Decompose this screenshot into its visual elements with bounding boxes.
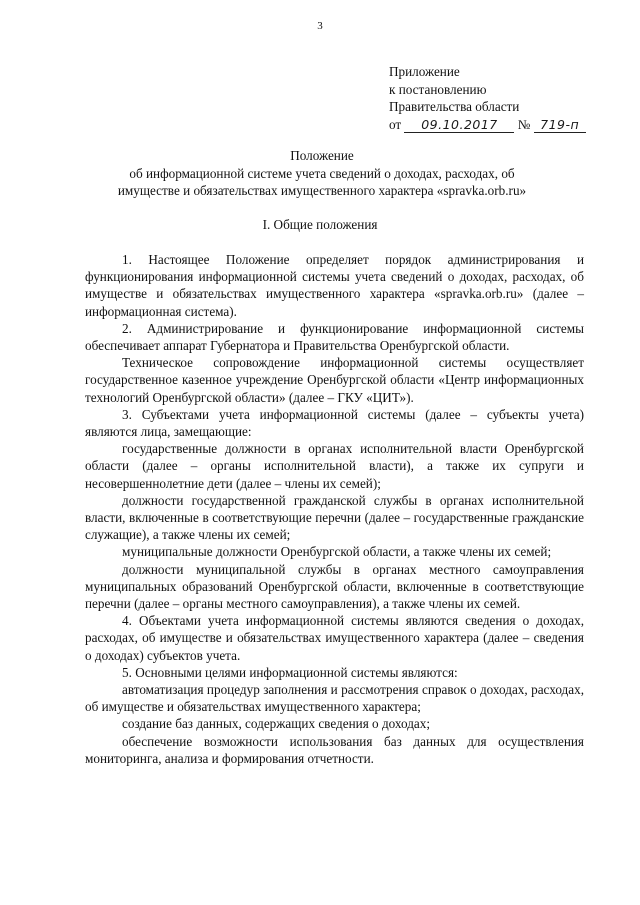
appendix-line-3: Правительства области (389, 99, 520, 114)
paragraph: 2. Администрирование и функционирование информационной системы обеспечивает аппарат Губернатора и Правительства Оренбургской области. (85, 320, 584, 354)
body-text (85, 251, 584, 767)
section-title: I. Общие положения (262, 217, 378, 232)
document-title (60, 147, 584, 200)
paragraph: 3. Субъектами учета информационной системы (далее – субъекты учета) являются лица, замещающие: (85, 406, 584, 440)
handwritten-number: 719-п (534, 118, 586, 133)
appendix-date-line (389, 116, 586, 134)
title-line-1: Положение (290, 148, 354, 163)
title-line-2: об информационной системе учета сведений о доходах, расходах, об (129, 165, 515, 181)
paragraph: должности государственной гражданской службы в органах исполнительной власти, включенные в соответствующие перечни (далее – государственные гражданские служащие), а также члены их семей; (85, 492, 584, 543)
appendix-block (389, 63, 586, 133)
paragraph: обеспечение возможности использования баз данных для осуществления мониторинга, анализа и формирования отчетности. (85, 733, 584, 766)
title-line-3: имуществе и обязательствах имущественного характера «spravka.orb.ru» (117, 183, 527, 198)
handwritten-date: 09.10.2017 (404, 118, 514, 133)
paragraph: муниципальные должности Оренбургской области, а также члены их семей; (122, 544, 552, 560)
date-prefix: от (389, 116, 402, 132)
paragraph: автоматизация процедур заполнения и рассмотрения справок о доходах, расходах, об имуществе и обязательствах имущественного характера; (85, 682, 584, 715)
paragraph: 1. Настоящее Положение определяет порядок администрирования и функционирования информационной системы учета сведений о доходах, расходах, об имуществе и обязательствах имущественного характера «spravka.orb.ru» (далее – информационная система). (85, 252, 584, 319)
paragraph: Техническое сопровождение информационной системы осуществляет государственное казенное учреждение Оренбургской области «Центр информационных технологий Оренбургской области» (далее – ГКУ «ЦИТ»). (85, 355, 584, 405)
appendix-line-1: Приложение (389, 64, 460, 79)
paragraph: создание баз данных, содержащих сведения о доходах; (122, 716, 431, 732)
number-prefix: № (517, 116, 531, 132)
page-number: 3 (317, 20, 323, 32)
paragraph: должности муниципальной службы в органах местного самоуправления муниципальных образований Оренбургской области, включенные в соответствующие перечни (далее – органы местного самоуправления), а также члены их семей. (85, 561, 584, 612)
appendix-line-2: к постановлению (389, 81, 487, 97)
paragraph: 4. Объектами учета информационной системы являются сведения о доходах, расходах, об имуществе и обязательствах имущественного характера (далее – сведения о доходах) субъектов учета. (85, 613, 584, 663)
paragraph: государственные должности в органах исполнительной власти Оренбургской области (далее – органы исполнительной власти), а также их супруги и несовершеннолетние дети (далее – члены их семей); (85, 441, 584, 491)
paragraph: 5. Основными целями информационной системы являются: (122, 664, 458, 680)
